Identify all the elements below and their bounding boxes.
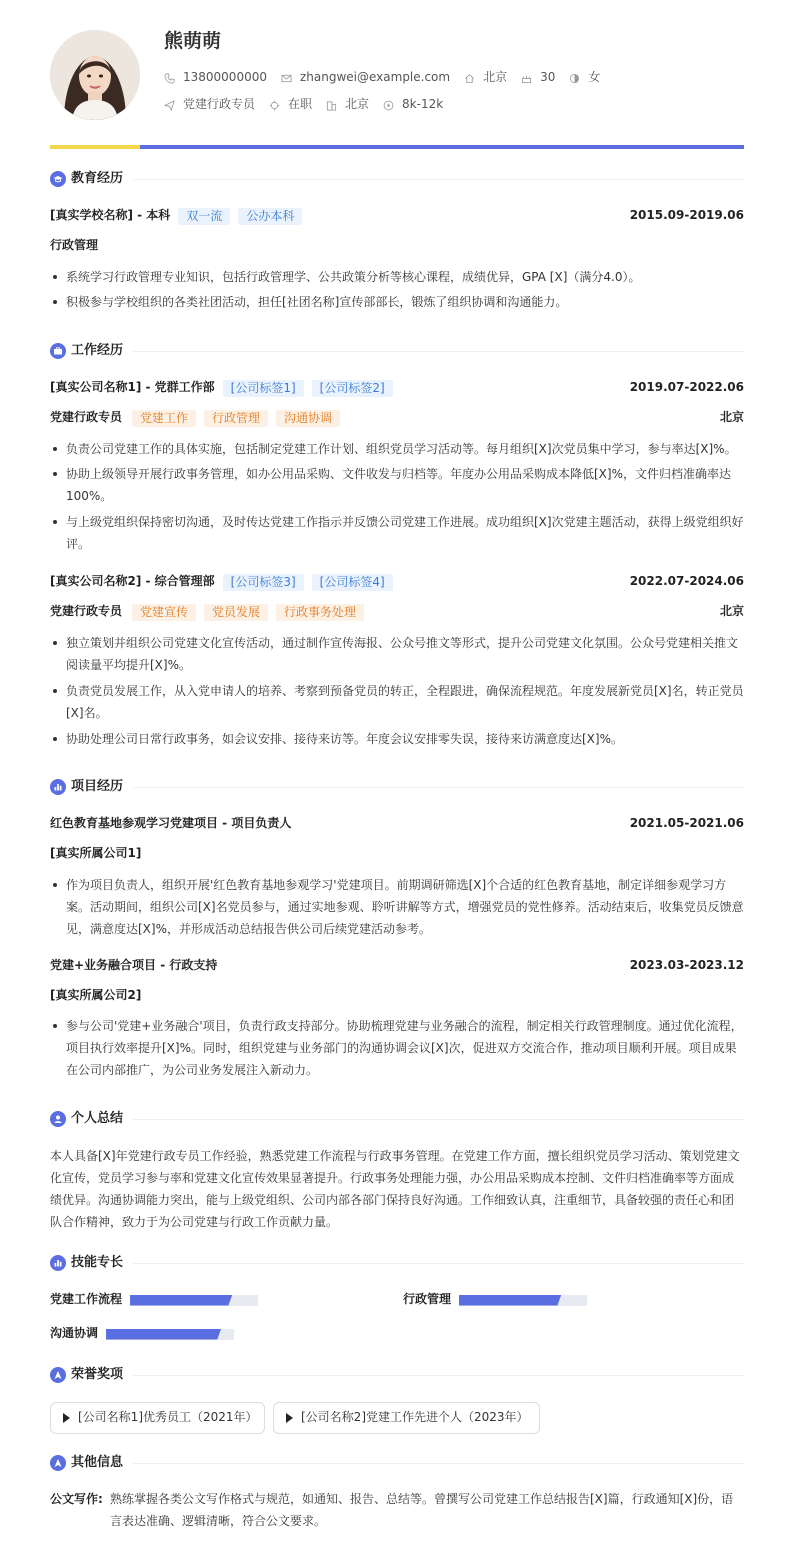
- job-role-row: [50, 408, 744, 428]
- section-divider: [133, 787, 744, 788]
- skill-item: [50, 1290, 258, 1310]
- section-divider: [133, 1463, 744, 1464]
- job-role: 党建行政专员: [50, 410, 123, 425]
- skill-tag: 党建宣传: [132, 604, 196, 621]
- gender-text: 女: [588, 70, 601, 85]
- award-chip: [50, 1402, 265, 1434]
- section-title-awards: 荣誉奖项: [71, 1366, 124, 1382]
- skill-name: 党建工作流程: [50, 1292, 123, 1307]
- school-tag: 双一流: [178, 208, 230, 225]
- job-bullet: 协助处理公司日常行政事务，如会议安排、接待来访等。年度会议安排零失误，接待来访满意度达[X]%。: [50, 728, 744, 750]
- job-bullet: 独立策划并组织公司党建文化宣传活动，通过制作宣传海报、公众号推文等形式，提升公司党建文化氛围。公众号党建相关推文阅读量平均提升[X]%。: [50, 632, 744, 676]
- section-work: [50, 341, 744, 361]
- status-icon: [269, 100, 280, 111]
- city-text: 北京: [345, 97, 370, 112]
- major-name: 行政管理: [50, 238, 99, 253]
- salary-item: [383, 95, 443, 114]
- skill-name: 行政管理: [403, 1292, 452, 1307]
- job-period: 2019.07-2022.06: [629, 380, 744, 395]
- company-tag: [公司标签2]: [312, 380, 393, 397]
- project-header: [50, 814, 744, 834]
- play-icon: [286, 1413, 293, 1423]
- education-bullet: 积极参与学校组织的各类社团活动，担任[社团名称]宣传部部长，锻炼了组织协调和沟通能力。: [50, 291, 744, 313]
- job-bullet: 与上级党组织保持密切沟通，及时传达党建工作指示并反馈公司党建工作进展。成功组织[X]次党建主题活动，获得上级党组织好评。: [50, 511, 744, 555]
- job-intent-row: [164, 95, 457, 115]
- education-header: [50, 206, 744, 226]
- award-icon: [50, 1455, 66, 1471]
- position-text: 党建行政专员: [183, 97, 256, 112]
- status-item: [269, 95, 312, 114]
- cake-icon: [521, 73, 532, 84]
- job-header: [50, 378, 744, 398]
- job-header: [50, 572, 744, 592]
- section-title-work: 工作经历: [71, 342, 124, 358]
- gender-icon: [569, 73, 580, 84]
- company-tag: [公司标签3]: [223, 574, 304, 591]
- skill-tag: 党建工作: [132, 410, 196, 427]
- briefcase-icon: [50, 343, 66, 359]
- candidate-name: 熊萌萌: [164, 30, 222, 52]
- project-header: [50, 956, 744, 976]
- project-name: 红色教育基地参观学习党建项目 - 项目负责人: [50, 816, 292, 831]
- skill-tag: 沟通协调: [276, 410, 340, 427]
- skill-item: [403, 1290, 587, 1310]
- section-education: [50, 169, 744, 189]
- skill-tag: 党员发展: [204, 604, 268, 621]
- section-divider: [133, 179, 744, 180]
- bar-chart-icon: [50, 779, 66, 795]
- mail-icon: [281, 73, 292, 84]
- section-divider: [133, 1375, 744, 1376]
- project-bullet: 参与公司'党建+业务融合'项目，负责行政支持部分。协助梳理党建与业务融合的流程，制定相关行政管理制度。通过优化流程，项目执行效率提升[X]%。同时，组织党建与业务部门的沟通协调会议[X]次，促进双方交流合作，推动项目顺利开展。项目成果在公司内部推广，为公司业务发展注入新动力。: [50, 1015, 744, 1081]
- company-name: [真实公司名称2] - 综合管理部: [50, 574, 215, 589]
- status-text: 在职: [288, 97, 313, 112]
- award-text: [公司名称2]党建工作先进个人（2023年）: [301, 1410, 529, 1425]
- building-icon: [326, 100, 337, 111]
- job-bullet: 协助上级领导开展行政事务管理，如办公用品采购、文件收发与归档等。年度办公用品采购成本降低[X]%，文件归档准确率达100%。: [50, 463, 744, 507]
- section-divider: [133, 1263, 744, 1264]
- section-title-skills: 技能专长: [71, 1254, 124, 1270]
- job-bullet: 负责公司党建工作的具体实施，包括制定党建工作计划、组织党员学习活动等。每月组织[X]次党员集中学习，参与率达[X]%。: [50, 438, 744, 460]
- email-item: [281, 68, 450, 87]
- location-item: [464, 68, 507, 87]
- resume-header: [50, 0, 744, 146]
- user-icon: [50, 1111, 66, 1127]
- section-divider: [133, 1119, 744, 1120]
- award-chip: [273, 1402, 540, 1434]
- section-projects: [50, 777, 744, 797]
- section-title-other: 其他信息: [71, 1454, 124, 1470]
- skill-bar-fill: [459, 1295, 561, 1306]
- bar-chart-icon: [50, 1255, 66, 1271]
- skill-bar-fill: [106, 1329, 221, 1340]
- email-text: zhangwei@example.com: [299, 70, 451, 85]
- job-role-row: [50, 602, 744, 622]
- graduation-cap-icon: [50, 171, 66, 187]
- other-info-text: 熟练掌握各类公文写作格式与规范，如通知、报告、总结等。曾撰写公司党建工作总结报告[X]篇，行政通知[X]份，语言表达准确、逻辑清晰，符合公文要求。: [110, 1492, 734, 1528]
- project-company-row: [50, 986, 744, 1006]
- other-info-label: 公文写作:: [50, 1492, 103, 1506]
- project-company: [真实所属公司1]: [50, 846, 142, 861]
- skill-name: 沟通协调: [50, 1326, 99, 1341]
- skill-item: [50, 1324, 234, 1344]
- project-period: 2023.03-2023.12: [629, 958, 744, 973]
- skill-bar: [130, 1295, 258, 1306]
- summary-text: 本人具备[X]年党建行政专员工作经验，熟悉党建工作流程与行政事务管理。在党建工作方面，擅长组织党员学习活动、策划党建文化宣传，党员学习参与率和党建文化宣传效果显著提升。行政事务处理能力强，办公用品采购成本控制、文件归档准确率等方面成绩优异。沟通协调能力突出，能与上级党组织、公司内部各部门保持良好沟通。工作细致认真，注重细节，具备较强的责任心和团队合作精神，致力于为公司党建与行政工作贡献力量。: [50, 1149, 740, 1229]
- header-divider-accent: [50, 145, 140, 149]
- project-company: [真实所属公司2]: [50, 988, 142, 1003]
- major-row: [50, 236, 744, 256]
- education-period: 2015.09-2019.06: [629, 208, 744, 223]
- section-title-education: 教育经历: [71, 170, 124, 186]
- job-period: 2022.07-2024.06: [629, 574, 744, 589]
- phone-icon: [164, 73, 175, 84]
- skill-bar-fill: [130, 1295, 232, 1306]
- coin-icon: [383, 100, 394, 111]
- phone-item: [164, 68, 267, 87]
- job-role: 党建行政专员: [50, 604, 123, 619]
- skill-tag: 行政事务处理: [276, 604, 364, 621]
- skill-bar: [106, 1329, 234, 1340]
- section-title-summary: 个人总结: [71, 1110, 124, 1126]
- project-name: 党建+业务融合项目 - 行政支持: [50, 958, 218, 973]
- company-tag: [公司标签4]: [312, 574, 393, 591]
- section-divider: [133, 351, 744, 352]
- award-icon: [50, 1367, 66, 1383]
- home-icon: [464, 73, 475, 84]
- company-name: [真实公司名称1] - 党群工作部: [50, 380, 215, 395]
- send-icon: [164, 100, 175, 111]
- job-city: 北京: [719, 410, 744, 425]
- age-item: [521, 68, 555, 87]
- other-info-row: [50, 1488, 744, 1532]
- job-bullet: 负责党员发展工作，从入党申请人的培养、考察到预备党员的转正，全程跟进，确保流程规范。年度发展新党员[X]名，转正党员[X]名。: [50, 680, 744, 724]
- gender-item: [569, 68, 600, 87]
- project-company-row: [50, 844, 744, 864]
- avatar: [50, 30, 140, 120]
- school-name: [真实学校名称] - 本科: [50, 208, 171, 223]
- skill-tag: 行政管理: [204, 410, 268, 427]
- section-awards: [50, 1365, 744, 1385]
- salary-text: 8k-12k: [402, 97, 444, 112]
- job-city: 北京: [719, 604, 744, 619]
- section-other: [50, 1453, 744, 1473]
- award-text: [公司名称1]优秀员工（2021年）: [78, 1410, 258, 1425]
- education-bullet: 系统学习行政管理专业知识，包括行政管理学、公共政策分析等核心课程，成绩优异，GPA [X]（满分4.0）。: [50, 266, 744, 288]
- section-skills: [50, 1253, 744, 1273]
- city-item: [326, 95, 369, 114]
- company-tag: [公司标签1]: [223, 380, 304, 397]
- project-period: 2021.05-2021.06: [629, 816, 744, 831]
- section-summary: [50, 1109, 744, 1129]
- play-icon: [63, 1413, 70, 1423]
- skill-bar: [459, 1295, 587, 1306]
- contact-row: [164, 68, 614, 88]
- position-item: [164, 95, 255, 114]
- phone-text: 13800000000: [183, 70, 267, 85]
- location-text: 北京: [483, 70, 508, 85]
- age-text: 30: [540, 70, 556, 85]
- section-title-projects: 项目经历: [71, 778, 124, 794]
- project-bullet: 作为项目负责人，组织开展'红色教育基地参观学习'党建项目。前期调研筛选[X]个合适的红色教育基地，制定详细参观学习方案。活动期间，组织公司[X]名党员参与，通过实地参观、聆听讲解等方式，增强党员的党性修养。活动结束后，收集党员反馈意见，满意度达[X]%，并形成活动总结报告供公司后续党建活动参考。: [50, 874, 744, 940]
- header-divider: [50, 145, 744, 149]
- school-tag: 公办本科: [238, 208, 302, 225]
